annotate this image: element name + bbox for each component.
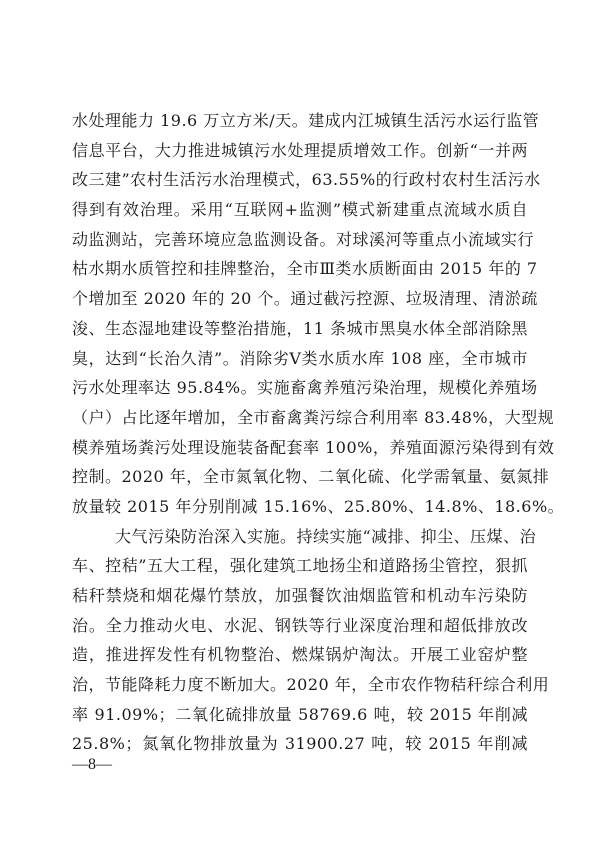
text-line: 信息平台，大力推进城镇污水处理提质增效工作。创新“一并两 [72,140,528,160]
text-line: 率 91.09%；二氧化硫排放量 58769.6 吨，较 2015 年削减 [72,704,528,724]
text-line: 控制。2020 年，全市氮氧化物、二氧化硫、化学需氧量、氨氮排 [72,467,550,487]
text-line: 个增加至 2020 年的 20 个。通过截污控源、垃圾清理、清淤疏 [72,289,538,309]
text-line: （户）占比逐年增加，全市畜禽粪污综合利用率 83.48%，大型规 [72,407,555,427]
text-line: 治。全力推动火电、水泥、钢铁等行业深度治理和超低排放改 [72,615,528,635]
text-line: 放量较 2015 年分别削减 15.16%、25.80%、14.8%、18.6%。 [72,496,565,516]
text-line: 治，节能降耗力度不断加大。2020 年，全市农作物秸秆综合利用 [72,675,550,695]
document-page [72,106,565,759]
text-line: 臭，达到“长治久清”。消除劣Ⅴ类水质水库 108 座，全市城市 [72,348,528,368]
text-line: 模养殖场粪污处理设施装备配套率 100%，养殖面源污染得到有效 [72,437,555,457]
text-line: 水处理能力 19.6 万立方米/天。建成内江城镇生活污水运行监管 [72,111,540,130]
text-line: 秸秆禁烧和烟花爆竹禁放，加强餐饮油烟监管和机动车污染防 [72,586,528,605]
text-line: 枯水期水质管控和挂牌整治，全市Ⅲ类水质断面由 2015 年的 7 [72,259,538,279]
text-line: 造，推进挥发性有机物整治、燃煤锅炉淘汰。开展工业窑炉整 [72,645,528,665]
paragraph-heading-line: 大气污染防治深入实施。持续实施“减排、抑尘、压煤、治 [115,526,537,546]
text-line: 车、控秸”五大工程，强化建筑工地扬尘和道路扬尘管控，狠抓 [72,556,528,576]
text-line: 改三建”农村生活污水治理模式，63.55%的行政村农村生活污水 [72,170,541,190]
text-line: 浚、生态湿地建设等整治措施，11 条城市黑臭水体全部消除黑 [72,318,528,338]
water-pollution-paragraph [72,106,565,522]
text-line: 得到有效治理。采用“互联网+监测”模式新建重点流域水质自 [72,200,528,220]
text-line: 污水处理率达 95.84%。实施畜禽养殖污染治理，规模化养殖场 [72,378,538,398]
text-line: 动监测站，完善环境应急监测设备。对球溪河等重点小流域实行 [72,229,535,249]
air-pollution-paragraph [72,522,550,760]
text-line: 25.8%；氮氧化物排放量为 31900.27 吨，较 2015 年削减 [72,734,528,754]
page-number: —8— [72,756,112,773]
